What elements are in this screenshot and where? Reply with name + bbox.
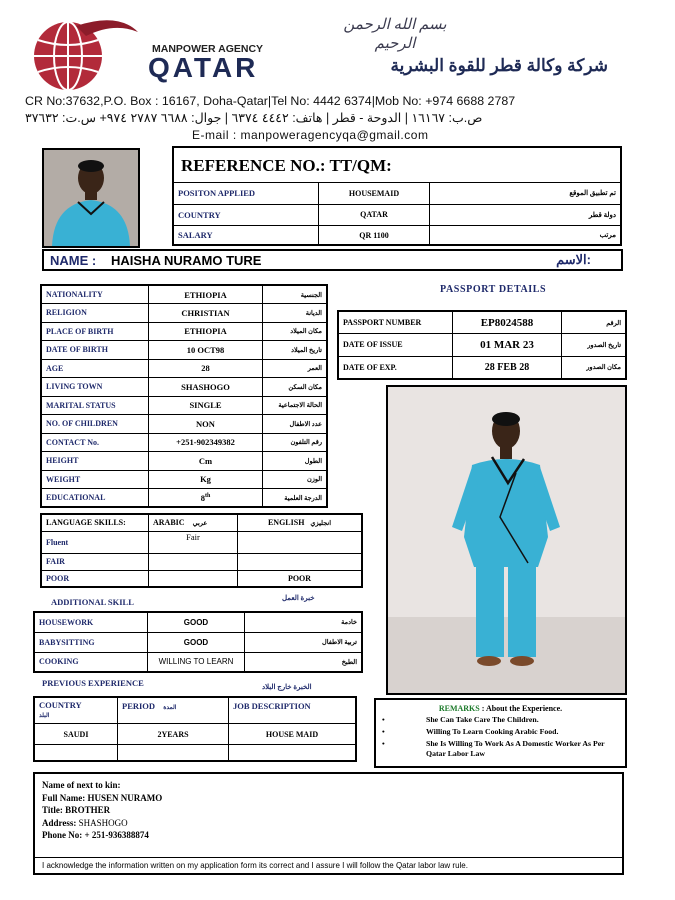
remark-item — [382, 727, 619, 737]
additional-title: ADDITIONAL SKILL — [51, 597, 134, 607]
personal-arabic: رقم التلفون — [263, 433, 328, 452]
personal-arabic: الوزن — [263, 470, 328, 489]
passport-value: 28 FEB 28 — [453, 356, 562, 379]
personal-row — [41, 285, 327, 304]
personal-value-text: Cm — [198, 455, 213, 466]
country-arabic: دولة قطر — [430, 204, 621, 225]
personal-row — [41, 396, 327, 415]
personal-value — [149, 415, 263, 434]
skill-label: HOUSEWORK — [34, 612, 148, 632]
language-level: FAIR — [41, 553, 149, 570]
language-header-row — [41, 514, 362, 531]
agency-small-title: MANPOWER AGENCY — [152, 43, 264, 55]
skill-value: GOOD — [148, 632, 245, 652]
exp-country-arabic: البلد — [39, 713, 50, 719]
passport-arabic: الرقم — [562, 311, 627, 334]
name-label: NAME : — [50, 253, 97, 268]
personal-label: EDUCATIONAL — [41, 489, 149, 508]
skill-arabic: تربية الاطفال — [245, 632, 363, 652]
exp-period: 2YEARS — [118, 724, 229, 745]
position-arabic: تم تطبيق الموقع — [430, 183, 621, 204]
bismillah-calligraphy: بسم الله الرحمن الرحيم — [343, 17, 447, 52]
bullet-icon: • — [382, 739, 385, 748]
experience-header-row — [34, 697, 356, 724]
language-arabic-value — [149, 553, 238, 570]
contact-english: CR No:37632,P.O. Box : 16167, Doha-Qatar|Tel No: 4442 6374|Mob No: +974 6688 2787 — [25, 94, 516, 108]
personal-arabic: تاريخ الميلاد — [263, 341, 328, 360]
personal-row — [41, 378, 327, 397]
personal-label: RELIGION — [41, 304, 149, 323]
passport-title: PASSPORT DETAILS — [440, 284, 547, 295]
personal-value-text: SINGLE — [189, 400, 222, 411]
salary-value: QR 1100 — [319, 225, 430, 245]
language-english-header — [238, 514, 363, 531]
bullet-icon: • — [382, 727, 385, 736]
skill-value: GOOD — [148, 612, 245, 632]
passport-table — [337, 310, 627, 380]
kin-phone-label: Phone No: — [42, 830, 83, 840]
acknowledgement-text: I acknowledge the information written on my application form its correct and I assure I will follow the Qatar labor law rule. — [35, 857, 622, 875]
language-arabic-value — [149, 570, 238, 587]
personal-row — [41, 452, 327, 471]
language-arabic-value: Fair — [149, 531, 238, 553]
additional-title-arabic: خبرة العمل — [282, 594, 315, 602]
personal-label: AGE — [41, 359, 149, 378]
kin-fullname: HUSEN NURAMO — [87, 792, 163, 803]
passport-row — [338, 311, 626, 334]
exp-job: HOUSE MAID — [229, 724, 357, 745]
country-value: QATAR — [319, 204, 430, 225]
remark-text: She Is Willing To Work As A Domestic Worker As Per Qatar Labor Law — [426, 739, 605, 758]
position-value: HOUSEMAID — [319, 183, 430, 204]
personal-label: MARITAL STATUS — [41, 396, 149, 415]
personal-label: HEIGHT — [41, 452, 149, 471]
personal-value-sup: th — [204, 492, 211, 499]
position-label: POSITON APPLIED — [174, 183, 319, 204]
name-arabic: الاسم: — [556, 252, 591, 267]
additional-skill-table — [33, 611, 363, 673]
agency-big-title: QATAR — [148, 52, 259, 83]
language-row — [41, 553, 362, 570]
exp-period-label: PERIOD — [122, 701, 156, 711]
applicant-photo-full — [386, 385, 627, 695]
kin-title: Name of next to kin: — [42, 780, 121, 790]
experience-row — [34, 724, 356, 745]
personal-info-table — [40, 284, 328, 508]
skill-value: WILLING TO LEARN — [148, 652, 245, 672]
experience-title: PREVIOUS EXPERIENCE — [42, 678, 144, 688]
passport-label: PASSPORT NUMBER — [338, 311, 453, 334]
personal-label: PLACE OF BIRTH — [41, 322, 149, 341]
passport-label: DATE OF EXP. — [338, 356, 453, 379]
agency-arabic-name: شركة وكالة قطر للقوة البشرية — [390, 56, 608, 75]
kin-address: SHASHOGO — [78, 817, 128, 828]
personal-arabic: مكان الميلاد — [263, 322, 328, 341]
reference-box — [172, 146, 622, 246]
personal-row — [41, 415, 327, 434]
language-table — [40, 513, 363, 588]
language-skills-label: LANGUAGE SKILLS: — [41, 514, 149, 531]
language-arabic-header — [149, 514, 238, 531]
kin-address-label: Address: — [42, 817, 77, 828]
personal-row — [41, 433, 327, 452]
personal-value — [149, 285, 263, 304]
passport-value: EP8024588 — [453, 311, 562, 334]
personal-value — [149, 378, 263, 397]
personal-value — [149, 304, 263, 323]
exp-job-header: JOB DESCRIPTION — [229, 697, 357, 724]
personal-value-text: +251-902349382 — [176, 437, 235, 448]
remarks-box — [374, 698, 627, 768]
salary-label: SALARY — [174, 225, 319, 245]
kin-relation: BROTHER — [65, 805, 111, 815]
personal-arabic: الطول — [263, 452, 328, 471]
reference-title: REFERENCE NO.: TT/QM: — [174, 148, 620, 183]
personal-value — [149, 359, 263, 378]
experience-table — [33, 696, 357, 762]
remark-item — [382, 739, 619, 759]
personal-value-text: 8 — [200, 492, 205, 503]
contact-arabic: ص.ب: ١٦١٦٧ | الدوحة - قطر | هاتف: ٤٤٤٢ ٦٣٧٤ | جوال: ٦٦٨٨ ٢٧٨٧ ٩٧٤+ س.ت: ٣٧٦٣٢ — [25, 111, 483, 125]
kin-phone: + 251-936388874 — [84, 830, 149, 840]
personal-value-text: 28 — [201, 363, 210, 374]
kin-relation-label: Title: — [42, 805, 63, 815]
remark-text: Willing To Learn Cooking Arabic Food. — [426, 727, 559, 736]
passport-label: DATE OF ISSUE — [338, 334, 453, 357]
personal-label: LIVING TOWN — [41, 378, 149, 397]
exp-period-arabic: المدة — [163, 705, 177, 711]
remark-text: She Can Take Care The Children. — [426, 715, 539, 724]
kin-relation-row — [42, 804, 622, 817]
exp-country-header — [34, 697, 118, 724]
passport-row — [338, 356, 626, 379]
personal-label: DATE OF BIRTH — [41, 341, 149, 360]
personal-arabic: الحالة الاجتماعية — [263, 396, 328, 415]
personal-row — [41, 470, 327, 489]
personal-value — [149, 452, 263, 471]
remarks-list — [382, 715, 619, 759]
personal-value-text: 10 OCT98 — [186, 344, 225, 355]
personal-value-text: NON — [196, 418, 215, 429]
personal-value-text: SHASHOGO — [181, 381, 230, 392]
personal-row — [41, 489, 327, 508]
personal-value — [149, 341, 263, 360]
personal-value — [149, 489, 263, 508]
passport-value: 01 MAR 23 — [453, 334, 562, 357]
name-bar — [42, 249, 623, 271]
personal-row — [41, 322, 327, 341]
reference-row — [174, 225, 620, 245]
remarks-label: REMARKS — [438, 704, 480, 713]
language-level: Fluent — [41, 531, 149, 553]
agency-logo — [22, 14, 142, 94]
skill-label: BABYSITTING — [34, 632, 148, 652]
reference-table — [174, 183, 620, 245]
kin-phone-row — [42, 829, 622, 842]
language-row — [41, 531, 362, 553]
reference-row — [174, 204, 620, 225]
personal-value — [149, 470, 263, 489]
remarks-heading-text: : About the Experience. — [481, 704, 563, 713]
personal-arabic: الديانة — [263, 304, 328, 323]
exp-period-header — [118, 697, 229, 724]
skill-row — [34, 632, 362, 652]
arabic-header-ar: عربي — [192, 520, 208, 528]
language-row — [41, 570, 362, 587]
remark-item — [382, 715, 619, 725]
personal-value-text: Kg — [200, 474, 211, 485]
personal-arabic: الدرجة العلمية — [263, 489, 328, 508]
personal-label: NO. OF CHILDREN — [41, 415, 149, 434]
applicant-photo-small — [42, 148, 140, 248]
personal-value-text: ETHIOPIA — [184, 326, 227, 337]
bullet-icon: • — [382, 715, 385, 724]
personal-value — [149, 322, 263, 341]
name-value: HAISHA NURAMO TURE — [111, 253, 262, 268]
country-label: COUNTRY — [174, 204, 319, 225]
next-of-kin-box — [33, 772, 624, 875]
personal-arabic: مكان السكن — [263, 378, 328, 397]
passport-arabic: تاريخ الصدور — [562, 334, 627, 357]
kin-address-row — [42, 817, 622, 830]
personal-value — [149, 433, 263, 452]
language-english-value — [238, 531, 363, 553]
english-header-label: ENGLISH — [267, 518, 305, 528]
exp-country-label: COUNTRY — [39, 700, 82, 710]
skill-row — [34, 612, 362, 632]
personal-arabic: الجنسية — [263, 285, 328, 304]
skill-row — [34, 652, 362, 672]
personal-row — [41, 304, 327, 323]
skill-label: COOKING — [34, 652, 148, 672]
passport-arabic: مكان الصدور — [562, 356, 627, 379]
experience-title-arabic: الخبرة خارج البلاد — [262, 683, 312, 691]
skill-arabic: الطبخ — [245, 652, 363, 672]
personal-row — [41, 341, 327, 360]
personal-row — [41, 359, 327, 378]
experience-empty-row — [34, 744, 356, 761]
remarks-heading — [382, 704, 619, 713]
kin-fullname-row — [42, 792, 622, 805]
language-level: POOR — [41, 570, 149, 587]
arabic-header-label: ARABIC — [153, 518, 185, 528]
skill-arabic: خادمة — [245, 612, 363, 632]
language-english-value — [238, 553, 363, 570]
personal-arabic: العمر — [263, 359, 328, 378]
reference-row — [174, 183, 620, 204]
kin-fullname-label: Full Name: — [42, 792, 86, 803]
personal-label: CONTACT No. — [41, 433, 149, 452]
personal-label: WEIGHT — [41, 470, 149, 489]
personal-value-text: CHRISTIAN — [181, 307, 230, 318]
passport-row — [338, 334, 626, 357]
language-english-value: POOR — [238, 570, 363, 587]
personal-label: NATIONALITY — [41, 285, 149, 304]
email-line: E-mail : manpoweragencyqa@gmail.com — [192, 128, 429, 142]
exp-country: SAUDI — [34, 724, 118, 745]
english-header-ar: انجليزي — [310, 520, 332, 528]
salary-arabic: مرتب — [430, 225, 621, 245]
personal-value-text: ETHIOPIA — [184, 289, 227, 300]
personal-value — [149, 396, 263, 415]
personal-arabic: عدد الاطفال — [263, 415, 328, 434]
